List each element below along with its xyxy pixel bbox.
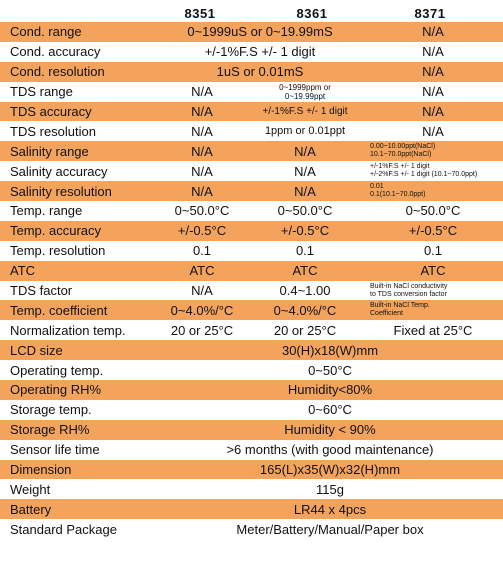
- row-label: TDS resolution: [10, 123, 96, 139]
- table-cell: 115g: [316, 481, 344, 497]
- table-cell: 0.00~10.00ppt(NaCl) 10.1~70.0ppt(NaCl): [370, 143, 436, 159]
- table-cell: N/A: [294, 183, 316, 199]
- row-label: Storage RH%: [10, 422, 90, 438]
- row-label: Weight: [10, 481, 51, 497]
- table-row: [0, 241, 503, 261]
- table-row: [0, 141, 503, 161]
- table-row: [0, 161, 503, 181]
- table-cell: 0~50.0°C: [277, 203, 333, 219]
- table-cell: >6 months (with good maintenance): [226, 442, 434, 458]
- table-row: [0, 440, 503, 460]
- spec-table: [0, 22, 503, 539]
- row-label: Cond. accuracy: [10, 44, 101, 60]
- table-cell: 0.1: [423, 243, 443, 259]
- row-label: Salinity resolution: [10, 183, 112, 199]
- table-cell: N/A: [422, 24, 444, 40]
- table-cell: Fixed at 25°C: [393, 322, 473, 338]
- table-row: [0, 181, 503, 201]
- table-cell: 1ppm or 0.01ppt: [264, 125, 346, 138]
- table-row: [0, 340, 503, 360]
- table-cell: 0.4~1.00: [279, 283, 331, 299]
- table-cell: ATC: [189, 263, 215, 279]
- row-label: TDS accuracy: [10, 104, 92, 119]
- table-cell: N/A: [191, 143, 213, 159]
- table-cell: N/A: [191, 123, 213, 139]
- table-cell: N/A: [422, 64, 444, 80]
- table-cell: 0~1999uS or 0~19.99mS: [187, 24, 333, 40]
- table-cell: N/A: [191, 183, 213, 199]
- table-cell: Meter/Battery/Manual/Paper box: [236, 521, 424, 537]
- table-cell: 0~1999ppm or 0~19.99ppt: [279, 82, 331, 101]
- table-cell: 0~50°C: [308, 362, 352, 378]
- row-label: Temp. resolution: [10, 243, 106, 259]
- row-label: LCD size: [10, 342, 63, 358]
- row-label: Standard Package: [10, 521, 117, 537]
- table-row: [0, 320, 503, 340]
- table-cell: N/A: [191, 104, 213, 119]
- table-row: [0, 519, 503, 539]
- table-cell: 1uS or 0.01mS: [216, 64, 304, 80]
- row-label: Salinity range: [10, 143, 89, 159]
- table-row: [0, 281, 503, 301]
- table-cell: N/A: [191, 163, 213, 179]
- row-label: Temp. range: [10, 203, 83, 219]
- table-cell: 0~4.0%/°C: [273, 302, 337, 318]
- table-cell: 0~60°C: [308, 402, 352, 418]
- table-row: [0, 300, 503, 320]
- row-label: TDS factor: [10, 283, 73, 299]
- row-label: Storage temp.: [10, 402, 92, 418]
- table-row: [0, 121, 503, 141]
- table-cell: Humidity<80%: [287, 382, 373, 398]
- table-row: [0, 82, 503, 102]
- table-row: [0, 400, 503, 420]
- table-cell: N/A: [294, 143, 316, 159]
- table-row: [0, 380, 503, 400]
- table-cell: +/-1%F.S +/- 1 digit: [262, 106, 348, 117]
- table-row: [0, 479, 503, 499]
- table-cell: 0.01 0.1(10.1~70.0ppt): [370, 183, 426, 199]
- row-label: Cond. resolution: [10, 64, 105, 80]
- row-label: TDS range: [10, 84, 73, 100]
- table-cell: 20 or 25°C: [273, 322, 337, 338]
- table-cell: N/A: [422, 104, 444, 119]
- table-cell: LR44 x 4pcs: [293, 501, 367, 517]
- header-8351: 8351: [184, 6, 216, 21]
- table-cell: +/-1%F.S +/- 1 digit +/-2%F.S +/- 1 digit (10.1~70.0ppt): [370, 163, 478, 179]
- table-row: [0, 22, 503, 42]
- table-cell: +/-1%F.S +/- 1 digit: [204, 44, 316, 60]
- table-row: [0, 499, 503, 519]
- row-label: Temp. accuracy: [10, 223, 102, 239]
- table-row: [0, 420, 503, 440]
- table-cell: ATC: [292, 263, 318, 279]
- table-cell: 165(L)x35(W)x32(H)mm: [259, 462, 401, 478]
- table-cell: N/A: [422, 44, 444, 60]
- table-cell: 0.1: [295, 243, 315, 259]
- table-cell: 30(H)x18(W)mm: [281, 342, 379, 358]
- table-row: [0, 42, 503, 62]
- table-row: [0, 62, 503, 82]
- table-cell: 0~50.0°C: [405, 203, 461, 219]
- table-cell: N/A: [422, 84, 444, 100]
- column-headers: [0, 0, 503, 22]
- table-cell: N/A: [294, 163, 316, 179]
- row-label: ATC: [10, 263, 36, 279]
- table-row: [0, 201, 503, 221]
- row-label: Temp. coefficient: [10, 302, 108, 318]
- row-label: Sensor life time: [10, 442, 100, 458]
- row-label: Operating temp.: [10, 362, 104, 378]
- table-cell: +/-0.5°C: [177, 223, 227, 239]
- header-8361: 8361: [296, 6, 328, 21]
- row-label: Dimension: [10, 462, 72, 478]
- table-cell: +/-0.5°C: [408, 223, 458, 239]
- row-label: Battery: [10, 501, 52, 517]
- table-cell: N/A: [191, 283, 213, 299]
- table-cell: 0~4.0%/°C: [170, 302, 234, 318]
- table-row: [0, 221, 503, 241]
- row-label: Cond. range: [10, 24, 82, 40]
- table-cell: 0~50.0°C: [174, 203, 230, 219]
- table-row: [0, 261, 503, 281]
- header-8371: 8371: [414, 6, 446, 21]
- row-label: Salinity accuracy: [10, 163, 108, 179]
- table-row: [0, 102, 503, 122]
- table-cell: Built-in NaCl conductivity to TDS conversion factor: [370, 282, 448, 298]
- table-cell: Humidity < 90%: [284, 422, 376, 438]
- table-cell: 0.1: [192, 243, 212, 259]
- table-cell: 20 or 25°C: [170, 322, 234, 338]
- table-row: [0, 460, 503, 480]
- row-label: Normalization temp.: [10, 322, 126, 338]
- table-cell: N/A: [422, 123, 444, 139]
- table-cell: Built-in NaCl Temp. Coefficient: [370, 302, 430, 318]
- table-row: [0, 360, 503, 380]
- table-cell: N/A: [191, 84, 213, 100]
- table-cell: +/-0.5°C: [280, 223, 330, 239]
- table-cell: ATC: [420, 263, 446, 279]
- row-label: Operating RH%: [10, 382, 102, 398]
